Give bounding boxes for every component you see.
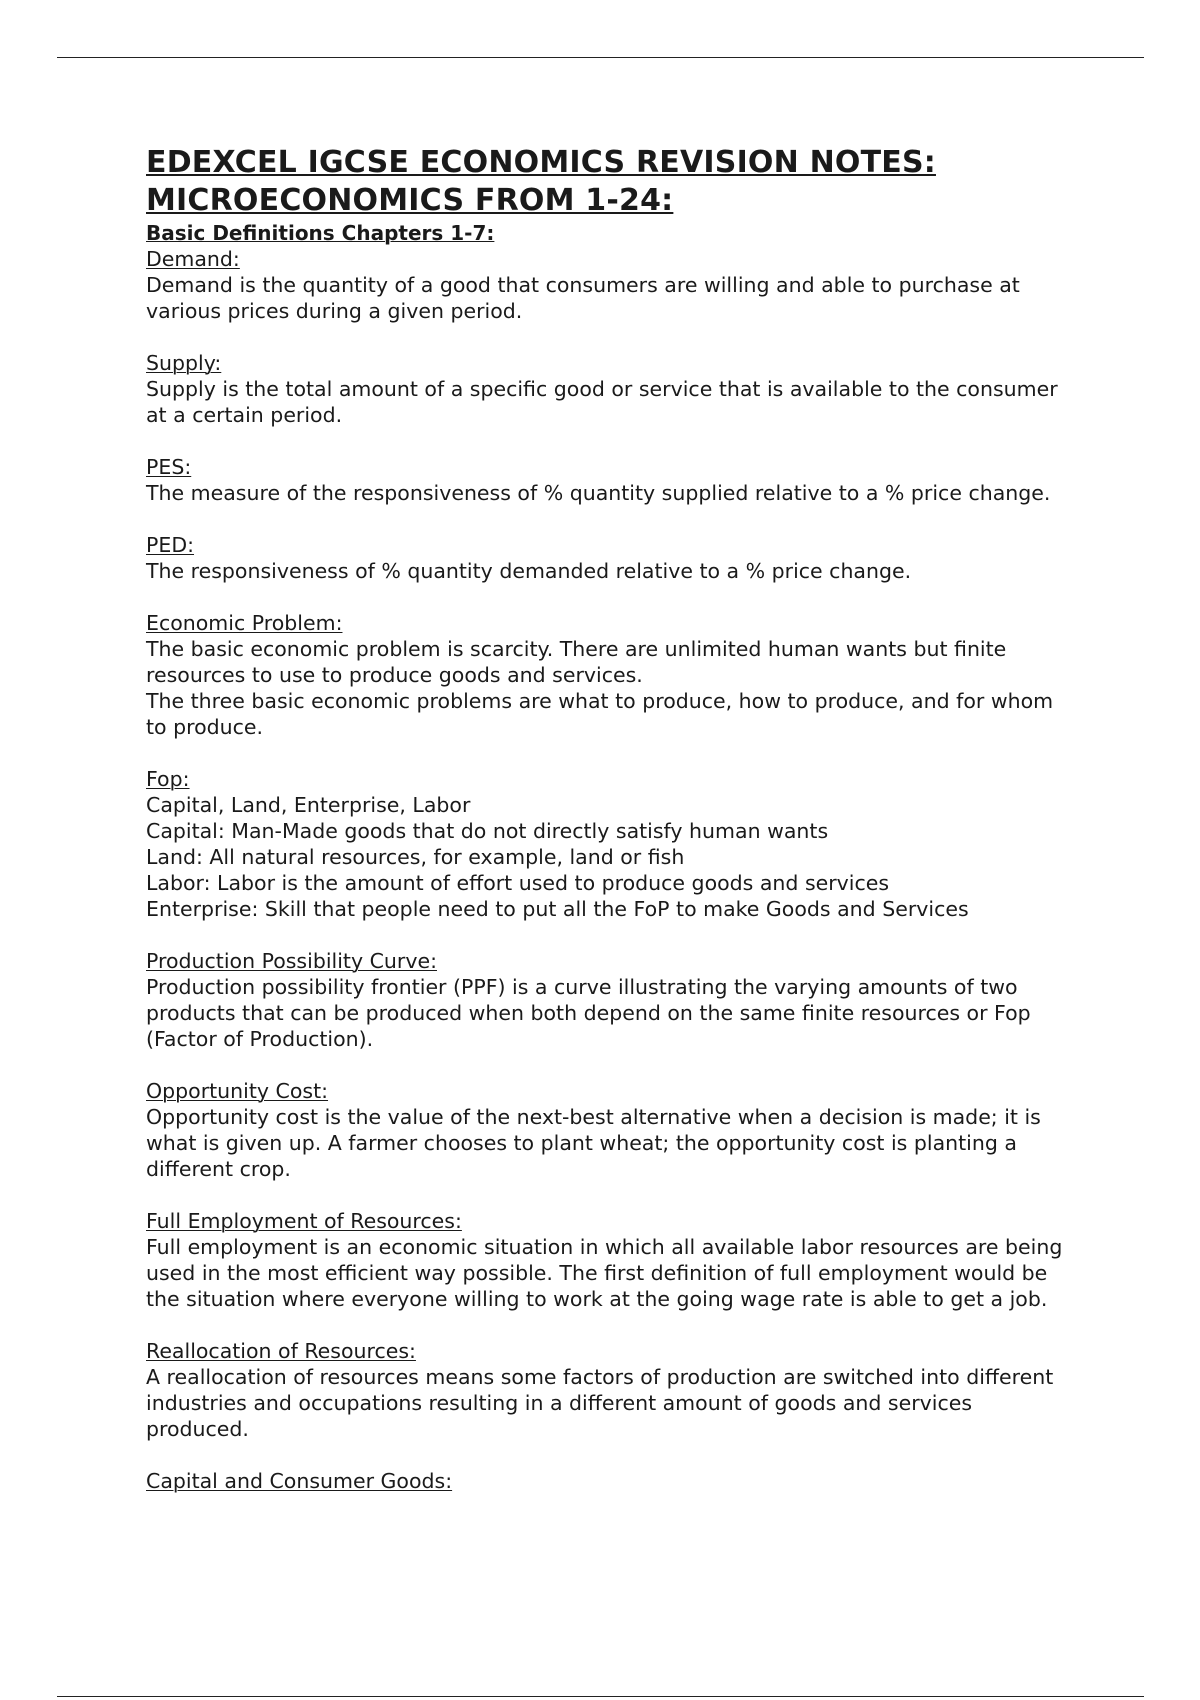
- section-heading: Economic Problem:: [146, 611, 343, 635]
- section-text: The measure of the responsiveness of % quantity supplied relative to a % price change.: [146, 481, 1051, 505]
- definition-section: [146, 454, 1076, 506]
- definition-section: [146, 532, 1076, 584]
- definition-section: [146, 766, 1076, 922]
- section-heading: Production Possibility Curve:: [146, 949, 437, 973]
- section-heading: Reallocation of Resources:: [146, 1339, 416, 1363]
- document-title: [146, 144, 1076, 220]
- section-text: Opportunity cost is the value of the next-best alternative when a decision is made; it is what is given up. A farmer chooses to plant wheat; the opportunity cost is planting a different crop.: [146, 1105, 1041, 1181]
- document-body: [146, 144, 1076, 1520]
- section-text: The three basic economic problems are what to produce, how to produce, and for whom to produce.: [146, 689, 1054, 739]
- section-heading: Capital and Consumer Goods:: [146, 1469, 453, 1493]
- section-text: Enterprise: Skill that people need to put all the FoP to make Goods and Services: [146, 897, 969, 921]
- definition-section: [146, 1208, 1076, 1312]
- title-line-2: MICROECONOMICS FROM 1-24:: [146, 183, 674, 218]
- definition-section: [146, 350, 1076, 428]
- section-text: Capital, Land, Enterprise, Labor: [146, 793, 471, 817]
- section-heading: Demand:: [146, 247, 240, 271]
- definition-section: [146, 246, 1076, 324]
- section-text: Land: All natural resources, for example, land or fish: [146, 845, 685, 869]
- section-text: Supply is the total amount of a specific good or service that is available to the consumer at a certain period.: [146, 377, 1058, 427]
- section-text: The basic economic problem is scarcity. There are unlimited human wants but finite resources to use to produce goods and services.: [146, 637, 1007, 687]
- definition-section: [146, 1468, 1076, 1494]
- title-line-1: EDEXCEL IGCSE ECONOMICS REVISION NOTES:: [146, 145, 936, 180]
- section-heading: Full Employment of Resources:: [146, 1209, 462, 1233]
- sections-container: [146, 246, 1076, 1494]
- section-text: Demand is the quantity of a good that consumers are willing and able to purchase at various prices during a given period.: [146, 273, 1020, 323]
- section-text: Full employment is an economic situation in which all available labor resources are being used in the most efficient way possible. The first definition of full employment would be the situation where everyone willing to work at the going wage rate is able to get a job.: [146, 1235, 1063, 1311]
- document-subtitle: Basic Definitions Chapters 1-7:: [146, 221, 495, 245]
- section-text: Labor: Labor is the amount of effort used to produce goods and services: [146, 871, 890, 895]
- section-heading: PES:: [146, 455, 192, 479]
- footer-rule: [57, 1696, 1144, 1697]
- section-heading: Fop:: [146, 767, 190, 791]
- section-text: Capital: Man-Made goods that do not directly satisfy human wants: [146, 819, 829, 843]
- section-heading: Opportunity Cost:: [146, 1079, 329, 1103]
- definition-section: [146, 610, 1076, 740]
- definition-section: [146, 1078, 1076, 1182]
- section-text: Production possibility frontier (PPF) is a curve illustrating the varying amounts of two products that can be produced when both depend on the same finite resources or Fop (Factor of Production).: [146, 975, 1031, 1051]
- section-text: The responsiveness of % quantity demanded relative to a % price change.: [146, 559, 912, 583]
- definition-section: [146, 948, 1076, 1052]
- definition-section: [146, 1338, 1076, 1442]
- section-text: A reallocation of resources means some factors of production are switched into different industries and occupations resulting in a different amount of goods and services produced.: [146, 1365, 1054, 1441]
- header-rule: [57, 57, 1144, 58]
- section-heading: Supply:: [146, 351, 222, 375]
- section-heading: PED:: [146, 533, 195, 557]
